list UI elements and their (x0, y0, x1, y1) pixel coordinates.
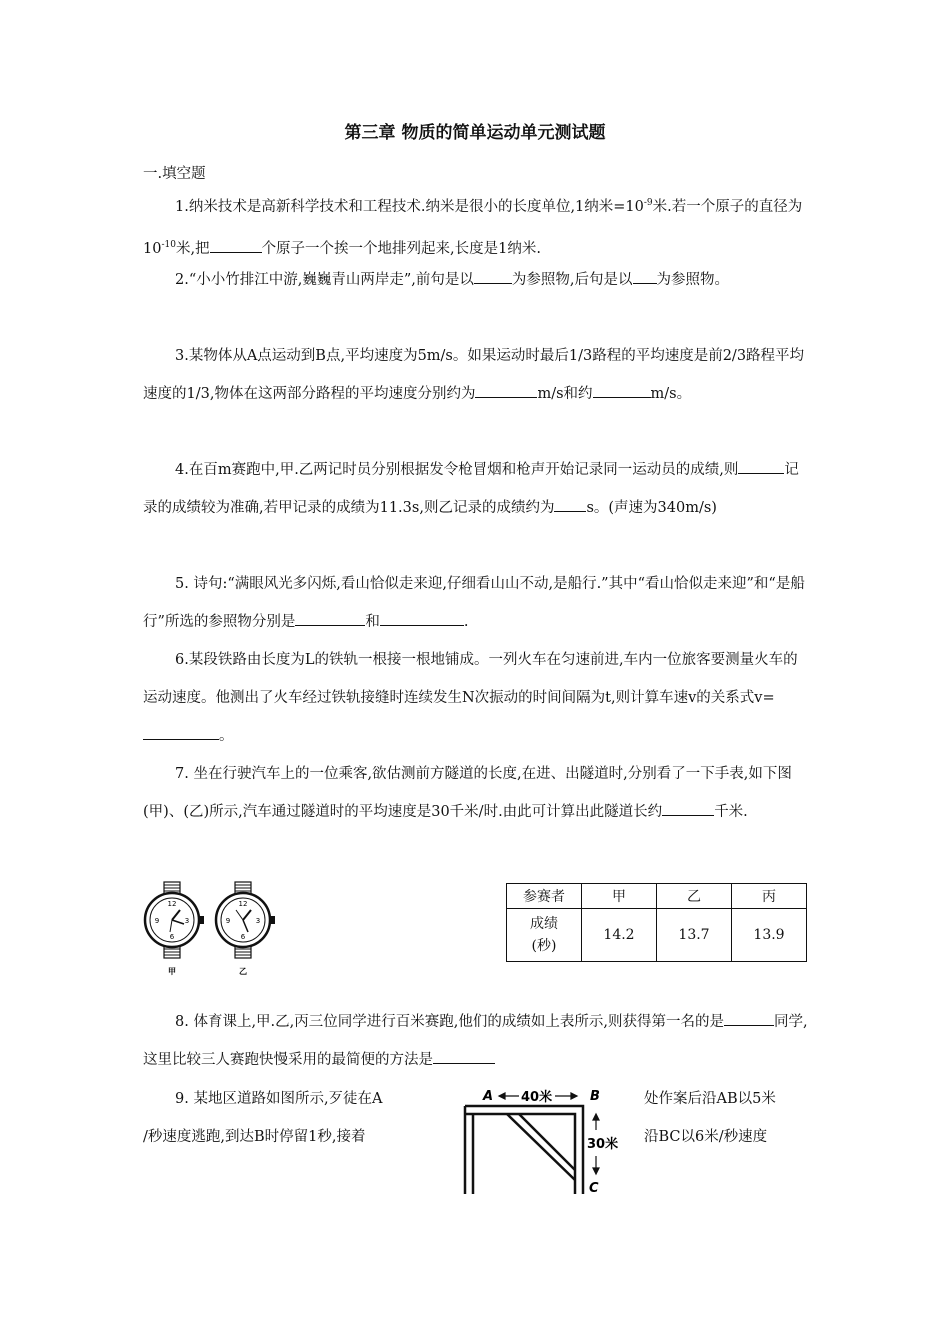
watch-label-yi: 乙 (239, 967, 247, 976)
q1-text-c: 米,把 (175, 240, 210, 257)
q7-answer-blank[interactable] (662, 801, 714, 816)
clock2-num-6: 6 (240, 933, 246, 941)
q3-answer-blank-2[interactable] (593, 383, 651, 398)
q5-text-a: 5. 诗句:“满眼风光多闪烁,看山恰似走来迎,仔细看山山不动,是船行.”其中“看山恰似走来迎”和“是船行”所选的参照物分别是 (143, 576, 805, 630)
q9-line-2-right: 沿BC以6米/秒速度 (644, 1129, 768, 1145)
q6-text-a: 6.某段铁路由长度为L的铁轨一根接一根地铺成。一列火车在匀速前进,车内一位旅客要测量火车的运动速度。他测出了火车经过铁轨接缝时连续发生N次振动的时间间隔为t,则计算车速v的关系式v= (143, 652, 798, 706)
results-table (506, 883, 807, 962)
table-cell: 13.7 (657, 909, 732, 962)
q2-answer-blank-2[interactable] (633, 269, 657, 284)
q9-line-1-left: 9. 某地区道路如图所示,歹徒在A (175, 1091, 383, 1107)
q4-text-a: 4.在百m赛跑中,甲.乙两记时员分别根据发令枪冒烟和枪声开始记录同一运动员的成绩,则 (175, 462, 739, 478)
road-label-c: C (589, 1181, 599, 1196)
q6-text-b: 。 (219, 728, 234, 744)
clock1-num-12: 12 (167, 900, 177, 908)
q5-answer-blank-1[interactable] (295, 611, 365, 626)
q2-answer-blank-1[interactable] (474, 269, 512, 284)
q5-text-c: . (463, 614, 469, 630)
road-diagram (457, 1084, 637, 1204)
question-3 (143, 337, 808, 413)
q1-superscript-2: -10 (161, 239, 176, 250)
table-header-cell: 丙 (732, 884, 807, 909)
clock1-num-6: 6 (169, 933, 175, 941)
table-header-row (507, 884, 807, 909)
clock2-num-12: 12 (238, 900, 248, 908)
q6-answer-blank[interactable] (143, 725, 219, 740)
q4-text-b: 记录的成绩较为准确,若甲记录的成绩为11.3s,则乙记录的成绩约为 (143, 462, 799, 516)
q7-text-b: 千米. (714, 804, 748, 820)
watches-figure (140, 880, 290, 980)
clock2-num-9: 9 (225, 917, 231, 925)
road-label-ab: 40米 (521, 1090, 553, 1105)
q8-text-b: 同学,这里比较三人赛跑快慢采用的最简便的方法是 (143, 1014, 808, 1068)
table-header-cell: 乙 (657, 884, 732, 909)
question-8 (143, 1003, 808, 1079)
clock1-num-3: 3 (184, 917, 190, 925)
q9-line-2-left: /秒速度逃跑,到达B时停留1秒,接着 (143, 1129, 366, 1145)
q3-text-c: m/s。 (650, 386, 692, 402)
q5-answer-blank-2[interactable] (380, 611, 464, 626)
table-header-cell: 参赛者 (507, 884, 582, 909)
question-1 (143, 184, 808, 268)
q8-text-a: 8. 体育课上,甲.乙,丙三位同学进行百米赛跑,他们的成绩如上表所示,则获得第一名的是 (175, 1014, 724, 1030)
page-title: 第三章 物质的简单运动单元测试题 (344, 123, 606, 143)
q1-text-d: 个原子一个挨一个地排列起来,长度是1纳米. (261, 240, 542, 257)
table-row-label (507, 909, 582, 962)
q8-answer-blank-1[interactable] (724, 1011, 774, 1026)
table-header-cell: 甲 (582, 884, 657, 909)
q1-answer-blank[interactable] (210, 238, 262, 253)
road-label-bc: 30米 (587, 1137, 619, 1152)
section-heading: 一.填空题 (143, 166, 206, 182)
table-cell: 14.2 (582, 909, 657, 962)
q7-text-a: 7. 坐在行驶汽车上的一位乘客,欲估测前方隧道的长度,在进、出隧道时,分别看了一下手表,如下图(甲)、(乙)所示,汽车通过隧道时的平均速度是30千米/时.由此可计算出此隧道长约 (143, 766, 792, 820)
q8-answer-blank-2[interactable] (433, 1049, 495, 1064)
road-label-b: B (590, 1089, 600, 1104)
q2-text-b: 为参照物,后句是以 (511, 272, 633, 288)
q4-text-c: s。(声速为340m/s) (586, 500, 717, 516)
q3-answer-blank-1[interactable] (475, 383, 537, 398)
question-5 (143, 565, 808, 641)
q1-text-a: 1.纳米技术是高新科学技术和工程技术.纳米是很小的长度单位,1纳米=10 (175, 198, 644, 215)
question-4 (143, 451, 808, 527)
road-label-a: A (483, 1089, 494, 1104)
watch-jia-icon (145, 882, 204, 976)
q9-line-1-right: 处作案后沿AB以5米 (644, 1091, 776, 1107)
q2-text-c: 为参照物。 (656, 272, 729, 288)
question-7 (143, 755, 808, 831)
q5-text-b: 和 (365, 614, 380, 630)
q4-answer-blank-2[interactable] (554, 497, 586, 512)
table-row (507, 909, 807, 962)
question-6 (143, 641, 808, 755)
watch-label-jia: 甲 (168, 967, 176, 976)
clock1-num-9: 9 (154, 917, 160, 925)
q1-text-b: 米.若一个原子的直径为10 (143, 198, 803, 257)
question-2 (143, 261, 808, 299)
row-label-line-2: (秒) (531, 938, 557, 954)
clock2-num-3: 3 (255, 917, 261, 925)
q2-text-a: 2.“小小竹排江中游,巍巍青山两岸走”,前句是以 (175, 272, 474, 288)
q3-text-a: 3.某物体从A点运动到B点,平均速度为5m/s。如果运动时最后1/3路程的平均速度是前2/3路程平均速度的1/3,物体在这两部分路程的平均速度分别约为 (143, 348, 805, 402)
q4-answer-blank-1[interactable] (738, 459, 784, 474)
row-label-line-1: 成绩 (530, 916, 558, 932)
q3-text-b: m/s和约 (537, 386, 593, 402)
table-cell: 13.9 (732, 909, 807, 962)
watch-yi-icon (216, 882, 275, 976)
q1-superscript-1: -9 (643, 198, 653, 208)
